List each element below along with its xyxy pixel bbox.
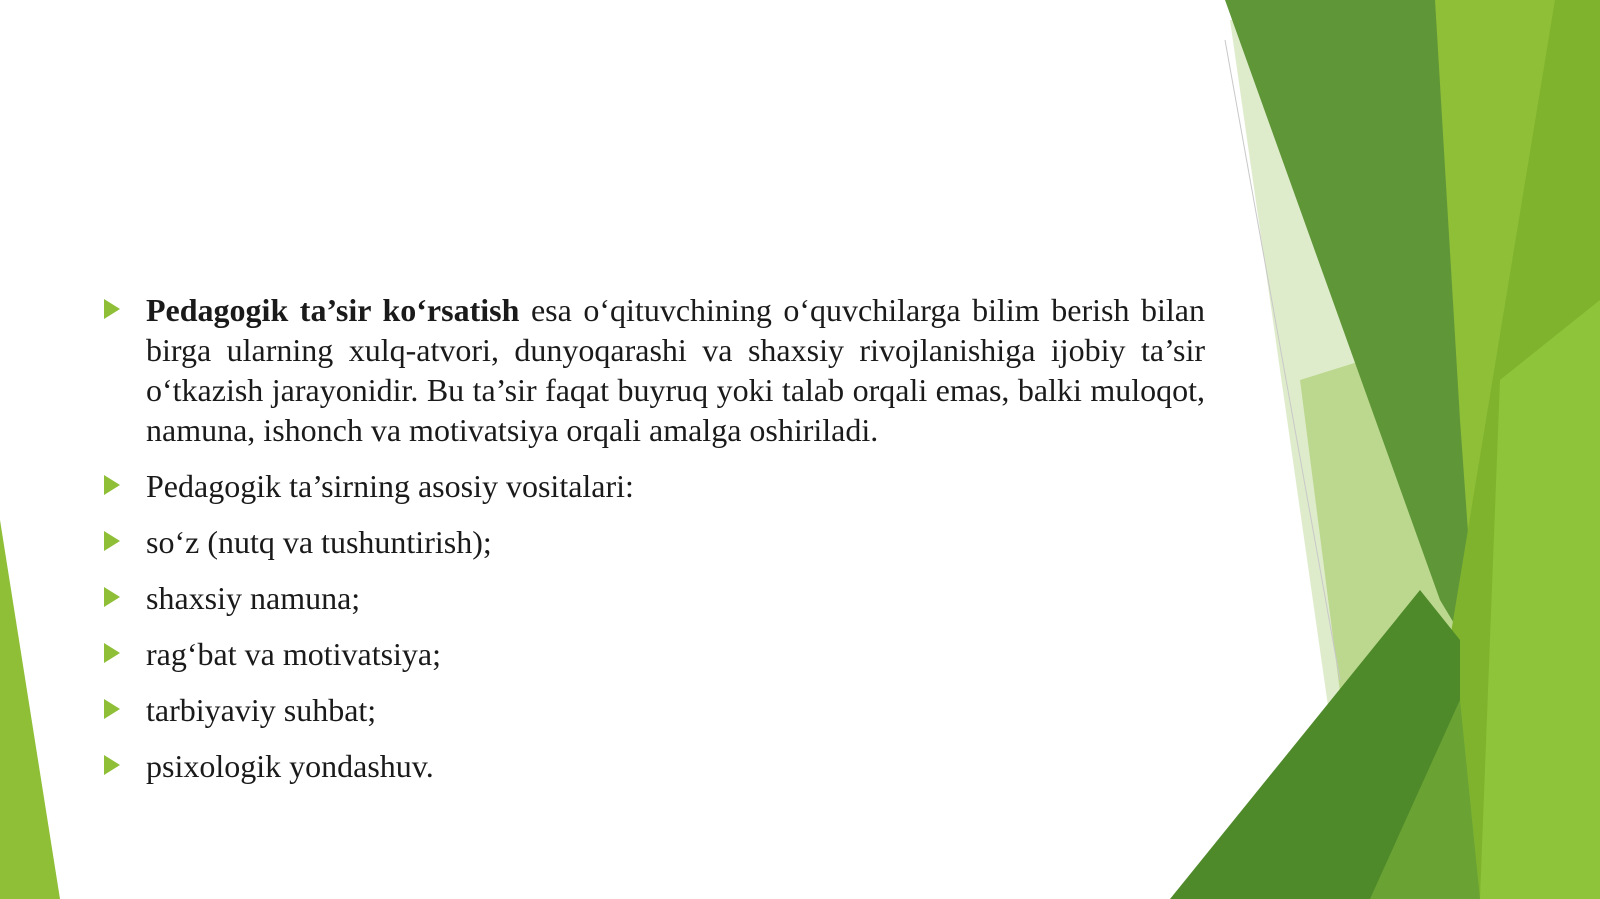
list-item-motivation <box>100 634 1205 674</box>
triangle-right-icon <box>104 699 120 719</box>
triangle-right-icon <box>104 475 120 495</box>
list-item-means-heading <box>100 466 1205 506</box>
list-item-text: Pedagogik ta’sirning asosiy vositalari: <box>146 468 634 504</box>
triangle-right-icon <box>104 531 120 551</box>
list-item-text: psixologik yondashuv. <box>146 748 434 784</box>
left-green-wedge <box>0 520 60 899</box>
bullet-list <box>100 290 1205 802</box>
list-item-psychological-approach <box>100 746 1205 786</box>
list-item-definition <box>100 290 1205 450</box>
definition-term: Pedagogik ta’sir ko‘rsatish <box>146 292 520 328</box>
triangle-right-icon <box>104 587 120 607</box>
list-item-speech <box>100 522 1205 562</box>
triangle-right-icon <box>104 643 120 663</box>
triangle-right-icon <box>104 299 120 319</box>
list-item-personal-example <box>100 578 1205 618</box>
list-item-text: rag‘bat va motivatsiya; <box>146 636 442 672</box>
list-item-text: so‘z (nutq va tushuntirish); <box>146 524 492 560</box>
list-item-text: shaxsiy namuna; <box>146 580 361 616</box>
definition-paragraph <box>146 290 1205 450</box>
list-item-conversation <box>100 690 1205 730</box>
triangle-right-icon <box>104 755 120 775</box>
definition-text: esa o‘qituvchining o‘quvchilarga bilim berish bilan birga ularning xulq-atvori, dunyoqarashi va shaxsiy rivojlanishiga ijobiy ta’sir o‘tkazish jarayonidir. Bu ta’sir faqat buyruq yoki talab orqali emas, balki muloqot, namuna, ishonch va motivatsiya orqali amalga oshiriladi. <box>146 292 1206 448</box>
list-item-text: tarbiyaviy suhbat; <box>146 692 377 728</box>
